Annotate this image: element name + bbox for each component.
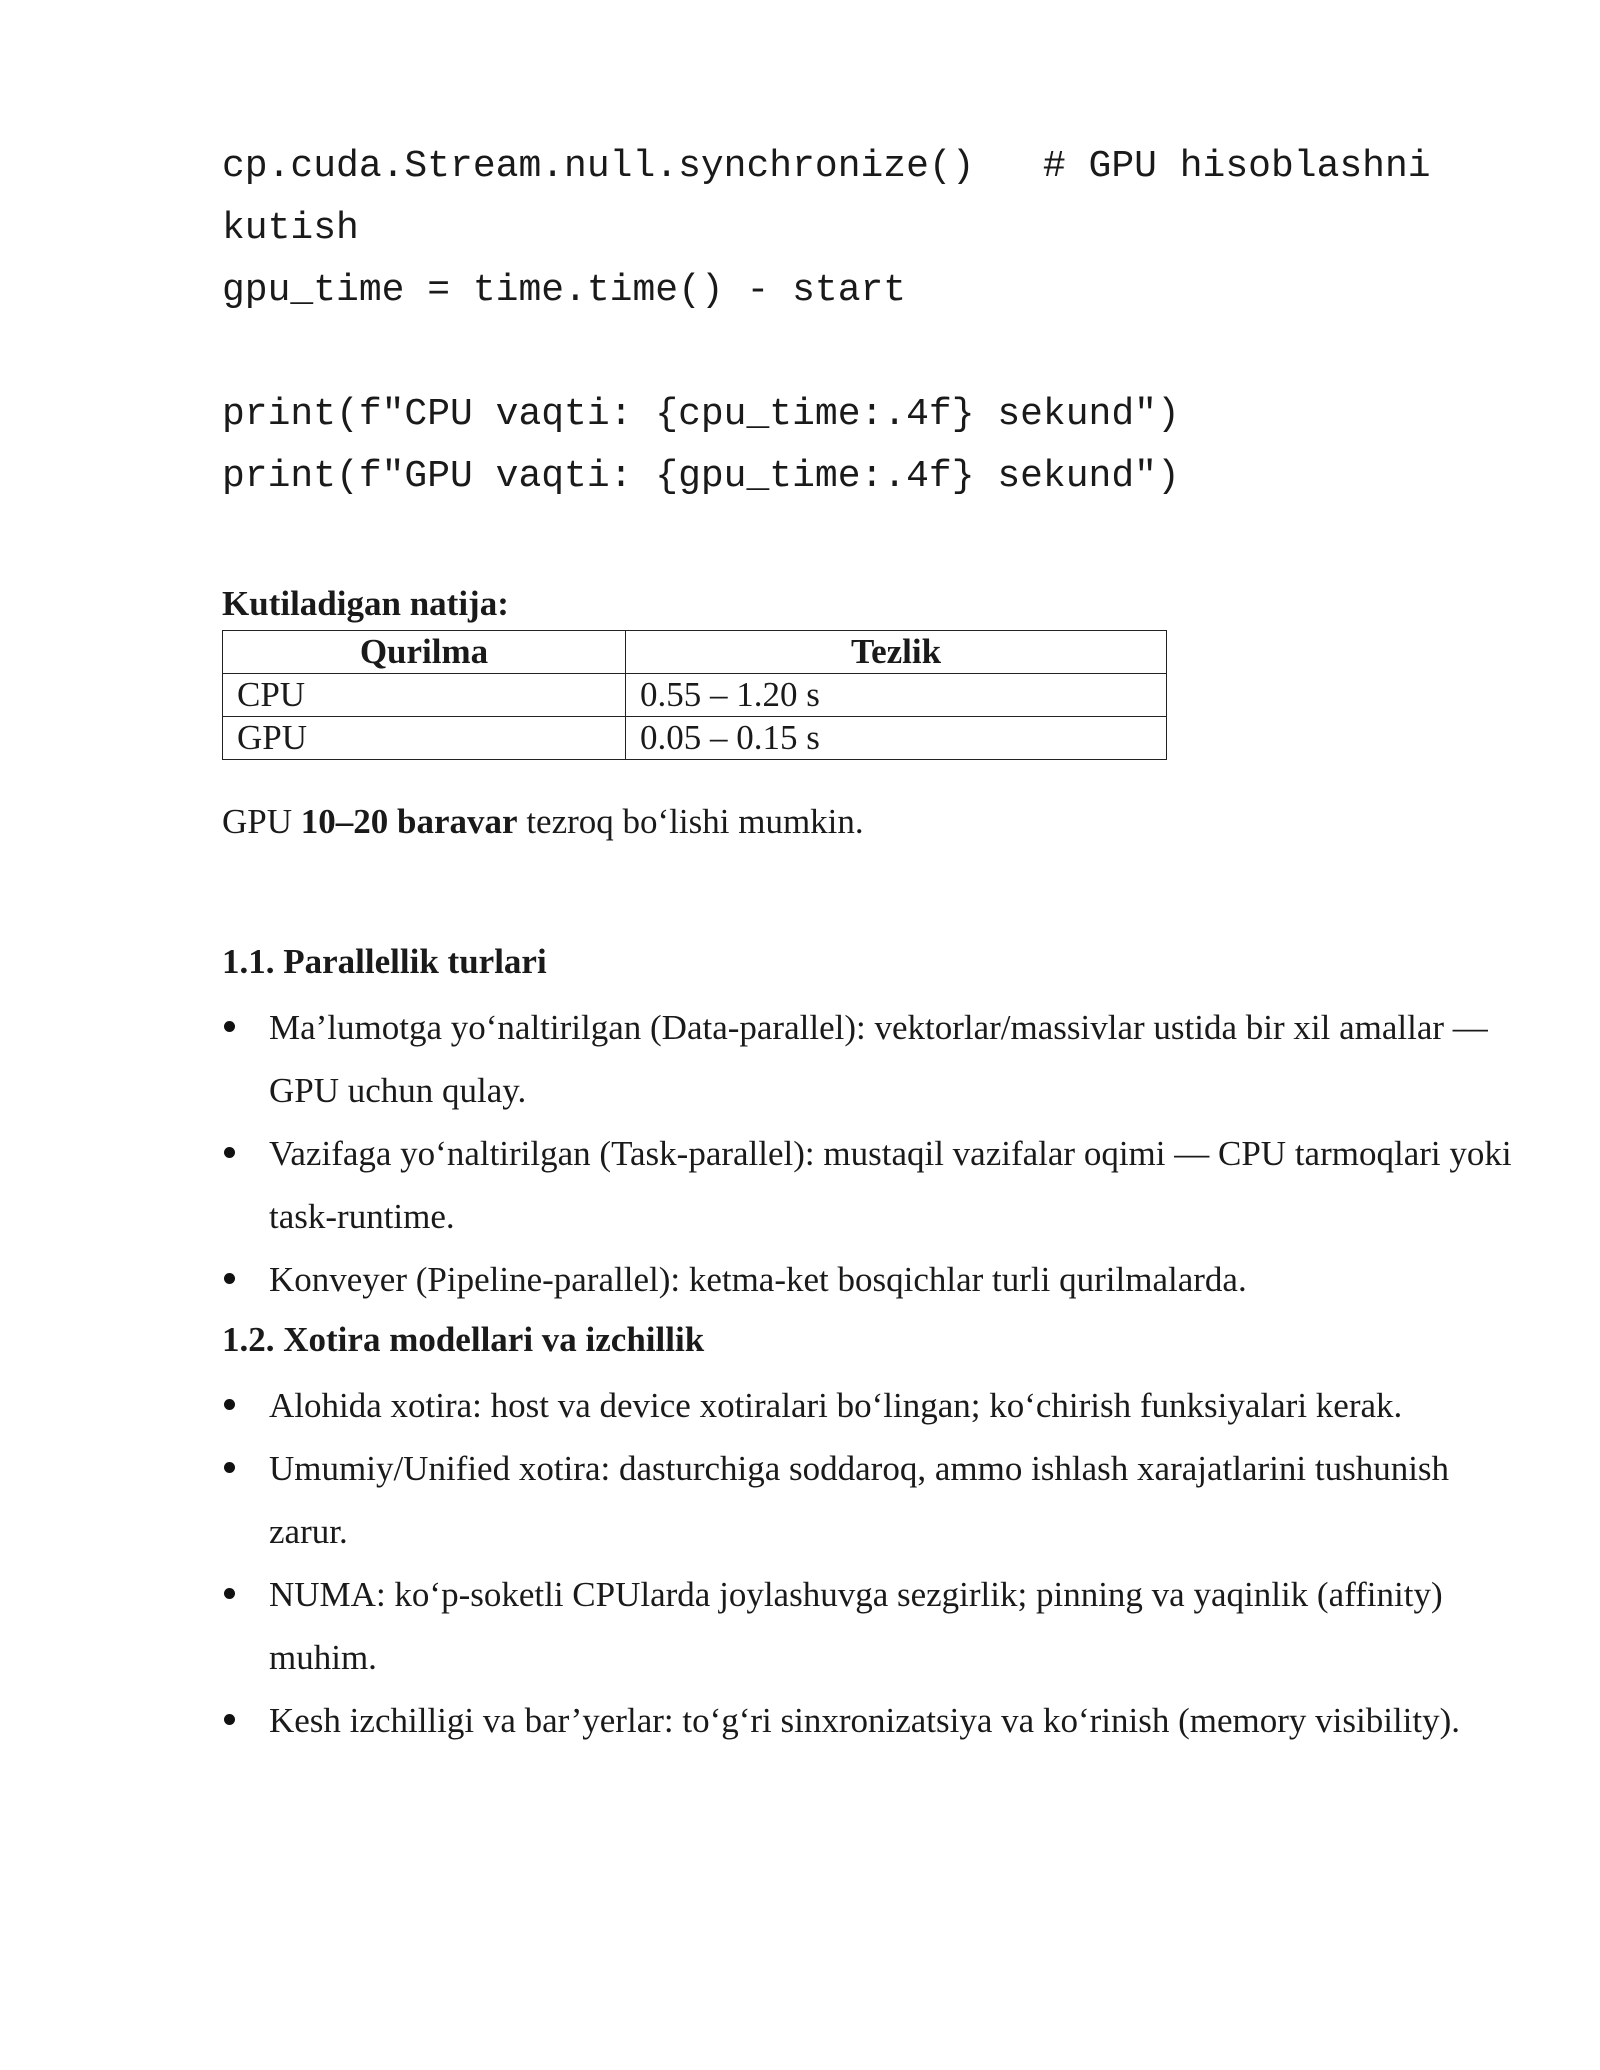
table-header-row xyxy=(223,631,1167,674)
list-item-text: NUMA: ko‘p-soketli CPUlarda joylashuvga sezgirlik; pinning va yaqinlik (affinity) muhim. xyxy=(269,1575,1443,1677)
bullet-icon xyxy=(224,1147,235,1158)
column-header: Qurilma xyxy=(223,631,626,674)
list-item xyxy=(222,1437,1512,1563)
bullet-icon xyxy=(224,1588,235,1599)
code-line: gpu_time = time.time() - start xyxy=(222,269,907,312)
speed-note xyxy=(222,800,864,844)
list-item-text: Konveyer (Pipeline-parallel): ketma-ket bosqichlar turli qurilmalarda. xyxy=(269,1260,1247,1299)
table-row xyxy=(223,674,1167,717)
section-title-parallelism: 1.1. Parallellik turlari xyxy=(222,942,547,981)
table-cell: 0.05 – 0.15 s xyxy=(626,717,1167,760)
bullet-icon xyxy=(224,1462,235,1473)
column-header: Tezlik xyxy=(626,631,1167,674)
memory-models-list xyxy=(222,1374,1512,1752)
list-item xyxy=(222,1248,1512,1311)
speed-note-prefix: GPU xyxy=(222,802,301,841)
list-item xyxy=(222,996,1512,1122)
table-cell: 0.55 – 1.20 s xyxy=(626,674,1167,717)
code-block-sync xyxy=(222,136,1431,322)
table-row xyxy=(223,717,1167,760)
list-item-text: Alohida xotira: host va device xotiralari bo‘lingan; ko‘chirish funksiyalari kerak. xyxy=(269,1386,1403,1425)
list-item-text: Kesh izchilligi va bar’yerlar: to‘g‘ri sinxronizatsiya va ko‘rinish (memory visibility). xyxy=(269,1701,1460,1740)
section-title-memory-models: 1.2. Xotira modellari va izchillik xyxy=(222,1320,705,1359)
table-cell: CPU xyxy=(223,674,626,717)
code-line: kutish xyxy=(222,207,359,250)
list-item-text: Ma’lumotga yo‘naltirilgan (Data-parallel): vektorlar/massivlar ustida bir xil amallar — GPU uchun qulay. xyxy=(269,1008,1488,1110)
bullet-icon xyxy=(224,1714,235,1725)
bullet-icon xyxy=(224,1021,235,1032)
code-block-print xyxy=(222,384,1180,508)
code-line: print(f"GPU vaqti: {gpu_time:.4f} sekund") xyxy=(222,455,1180,498)
list-item xyxy=(222,1122,1512,1248)
list-item xyxy=(222,1689,1512,1752)
table-cell: GPU xyxy=(223,717,626,760)
code-line: print(f"CPU vaqti: {cpu_time:.4f} sekund") xyxy=(222,393,1180,436)
list-item xyxy=(222,1374,1512,1437)
speed-note-bold: 10–20 baravar xyxy=(300,802,518,841)
parallelism-list xyxy=(222,996,1512,1311)
list-item xyxy=(222,1563,1512,1689)
results-heading: Kutiladigan natija: xyxy=(222,584,509,623)
code-line: cp.cuda.Stream.null.synchronize() # GPU hisoblashni xyxy=(222,145,1431,188)
list-item-text: Vazifaga yo‘naltirilgan (Task-parallel): mustaqil vazifalar oqimi — CPU tarmoqlari yoki task-runtime. xyxy=(269,1134,1512,1236)
speed-note-suffix: tezroq bo‘lishi mumkin. xyxy=(517,802,864,841)
results-table xyxy=(222,630,1167,760)
bullet-icon xyxy=(224,1273,235,1284)
bullet-icon xyxy=(224,1399,235,1410)
list-item-text: Umumiy/Unified xotira: dasturchiga soddaroq, ammo ishlash xarajatlarini tushunish zarur. xyxy=(269,1449,1450,1551)
